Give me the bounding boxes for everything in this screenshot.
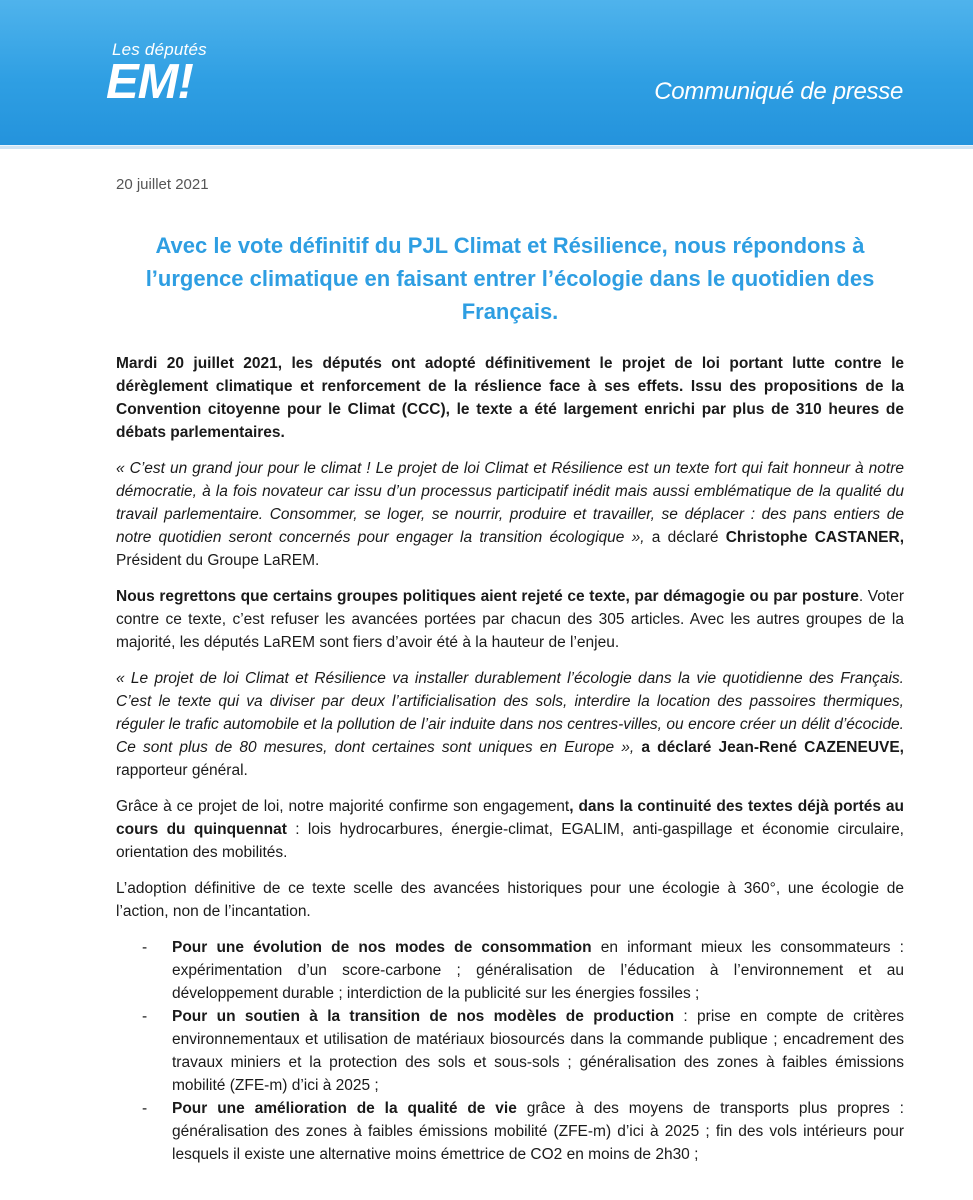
engagement-start: Grâce à ce projet de loi, notre majorité confirme son engagement xyxy=(116,798,570,815)
list-item-heading: Pour une amélioration de la qualité de vie xyxy=(172,1100,517,1117)
logo-em: EM! xyxy=(106,55,193,109)
bullet-dash: - xyxy=(142,939,148,956)
document-type: Communiqué de presse xyxy=(654,78,903,105)
list-item-text: en informant mieux les consommateurs : expérimentation d’un score-carbone ; généralisation de l’éducation à l’environnement et au développement durable ; interdiction de la publicité sur les énergies fossiles ; xyxy=(172,939,904,1002)
engagement-rest: : lois hydrocarbures, énergie-climat, EGALIM, anti-gaspillage et économie circulaire, orientation des mobilités. xyxy=(116,821,904,861)
adoption-paragraph: L’adoption définitive de ce texte scelle des avancées historiques pour une écologie à 360°, une écologie de l’action, non de l’incantation. xyxy=(116,880,904,920)
speaker-cazeneuve: a déclaré Jean-René CAZENEUVE, xyxy=(634,739,904,756)
logo-subtitle: Les députés xyxy=(112,40,207,59)
engagement-paragraph xyxy=(116,795,904,864)
list-item xyxy=(116,936,904,1005)
regret-paragraph xyxy=(116,585,904,654)
bullet-dash: - xyxy=(142,1008,148,1025)
speaker-castaner: Christophe CASTANER, xyxy=(725,529,904,546)
regret-bold: Nous regrettons que certains groupes politiques aient rejeté ce texte, par démagogie ou par posture xyxy=(116,588,859,605)
bullet-dash: - xyxy=(142,1100,148,1117)
list-item xyxy=(116,1097,904,1166)
list-item xyxy=(116,1005,904,1097)
quote-castaner-said: a déclaré xyxy=(644,529,726,546)
measures-list xyxy=(116,936,904,1166)
quote-castaner xyxy=(116,457,904,572)
header-banner xyxy=(0,0,973,145)
quote-castaner-text: « C’est un grand jour pour le climat ! Le projet de loi Climat et Résilience est un texte fort qui fait honneur à notre démocratie, à la fois novateur car issu d’un processus participatif inédit mais aussi emblématique de la qualité du travail parlementaire. Consommer, se loger, se nourrir, produire et travailler, se déplacer : des pans entiers de notre quotidien seront concernés pour engager la transition écologique », xyxy=(116,460,904,546)
release-date: 20 juillet 2021 xyxy=(116,176,209,193)
speaker-castaner-role: Président du Groupe LaREM. xyxy=(116,552,320,569)
list-item-heading: Pour une évolution de nos modes de consommation xyxy=(172,939,592,956)
list-item-heading: Pour un soutien à la transition de nos modèles de production xyxy=(172,1008,675,1025)
regret-rest: . Voter contre ce texte, c’est refuser les avancées portées par chacun des 305 articles. Avec les autres groupes de la majorité, les députés LaREM sont fiers d’avoir été à la hauteur de l’enjeu. xyxy=(116,588,904,651)
quote-cazeneuve xyxy=(116,667,904,782)
intro-paragraph: Mardi 20 juillet 2021, les députés ont adopté définitivement le projet de loi portant lutte contre le dérèglement climatique et renforcement de la réslience face à ses effets. Issu des propositions de la Convention citoyenne pour le Climat (CCC), le texte a été largement enrichi par plus de 310 heures de débats parlementaires. xyxy=(116,355,904,441)
page-title: Avec le vote définitif du PJL Climat et Résilience, nous répondons à l’urgence climatique en faisant entrer l’écologie dans le quotidien des Français. xyxy=(145,233,875,324)
press-release-body xyxy=(116,168,904,1166)
header-divider xyxy=(0,145,973,149)
engagement-bold: , dans la continuité des textes déjà portés au cours du quinquennat xyxy=(116,798,904,838)
speaker-cazeneuve-role: rapporteur général. xyxy=(116,762,248,779)
list-item-text: : prise en compte de critères environnementaux et utilisation de matériaux biosourcés dans la commande publique ; encadrement des travaux miniers et la protection des sols et sous-sols ; généralisation des zones à faibles émissions mobilité (ZFE-m) d’ici à 2025 ; xyxy=(172,1008,904,1094)
list-item-text: grâce à des moyens de transports plus propres : généralisation des zones à faibles émissions mobilité (ZFE-m) d’ici à 2025 ; fin des vols intérieurs pour lesquels il existe une alternative moins émettrice de CO2 en moins de 2h30 ; xyxy=(172,1100,904,1163)
quote-cazeneuve-text: « Le projet de loi Climat et Résilience va installer durablement l’écologie dans la vie quotidienne des Français. C’est le texte qui va diviser par deux l’artificialisation des sols, interdire la location des passoires thermiques, réguler le trafic automobile et la pollution de l’air induite dans nos centres-villes, ou encore créer un délit d’écocide. Ce sont plus de 80 mesures, dont certaines sont uniques en Europe », xyxy=(116,670,904,756)
